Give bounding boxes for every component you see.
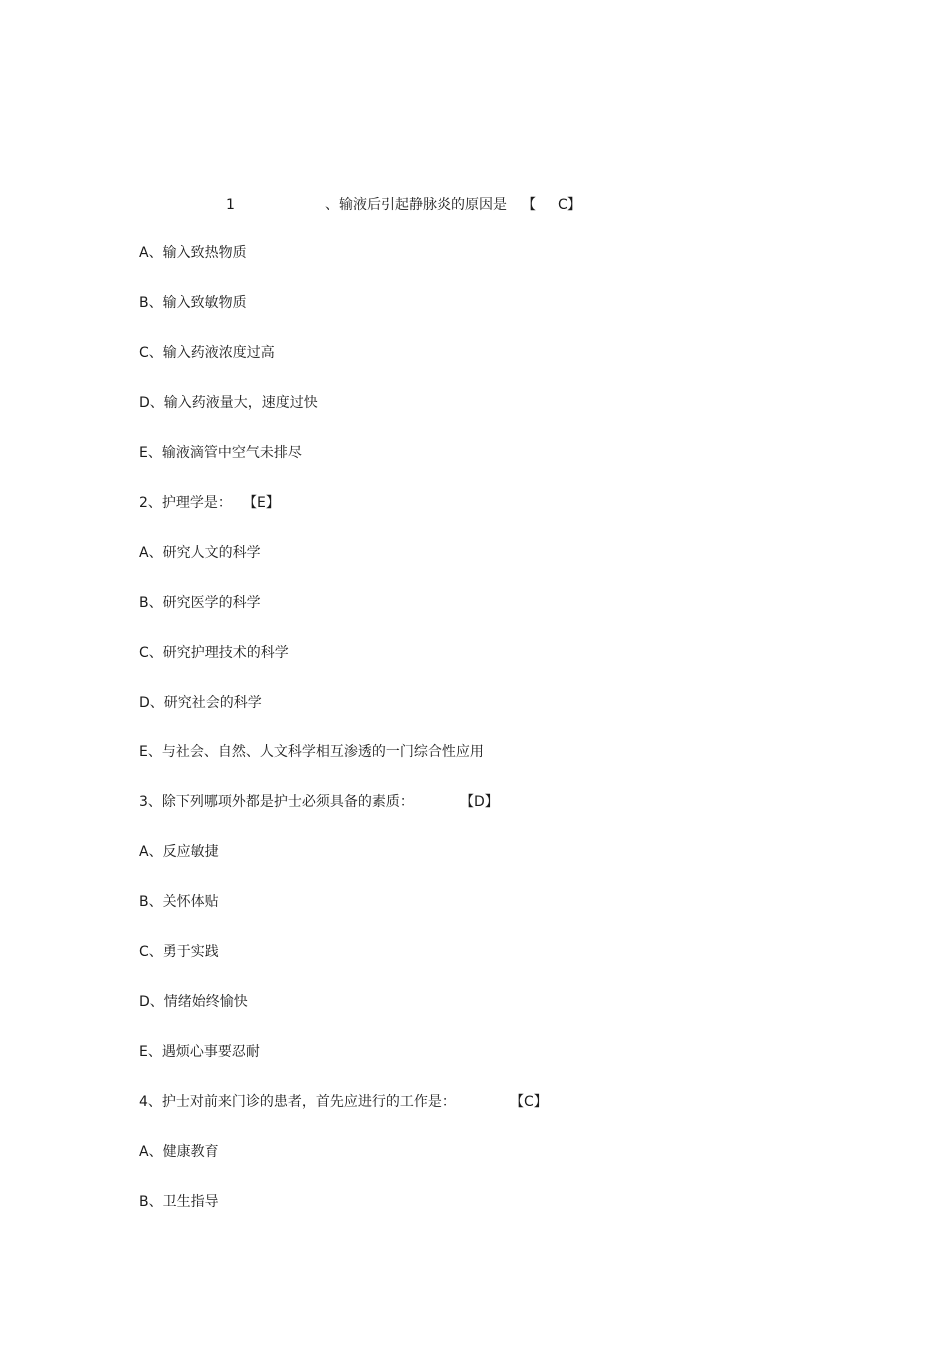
question-3-text: 3、除下列哪项外都是护士必须具备的素质： — [139, 794, 414, 810]
question-3-option-c: C、勇于实践 — [139, 944, 219, 960]
question-4-answer: 【C】 — [510, 1094, 548, 1110]
question-1-option-d: D、输入药液量大，速度过快 — [139, 395, 318, 411]
question-4-option-a: A、健康教育 — [139, 1144, 219, 1160]
question-3-option-b: B、关怀体贴 — [139, 894, 219, 910]
question-3-option-a: A、反应敏捷 — [139, 844, 219, 860]
question-3-option-e: E、遇烦心事要忍耐 — [139, 1044, 260, 1060]
question-1-bracket-open: 【 — [522, 197, 536, 213]
question-2-answer: 【E】 — [243, 495, 280, 511]
question-1-number: 1 — [226, 197, 235, 213]
question-2-option-b: B、研究医学的科学 — [139, 595, 261, 611]
question-1-bracket-close: 】 — [567, 197, 581, 213]
question-2-option-d: D、研究社会的科学 — [139, 695, 262, 711]
question-2-option-a: A、研究人文的科学 — [139, 545, 261, 561]
question-4-text: 4、护士对前来门诊的患者，首先应进行的工作是： — [139, 1094, 456, 1110]
question-1-answer: C — [558, 197, 568, 213]
question-2-option-e: E、与社会、自然、人文科学相互渗透的一门综合性应用 — [139, 744, 484, 760]
question-1-option-a: A、输入致热物质 — [139, 245, 247, 261]
question-1-option-e: E、输液滴管中空气未排尽 — [139, 445, 302, 461]
question-4-option-b: B、卫生指导 — [139, 1194, 219, 1210]
question-2-option-c: C、研究护理技术的科学 — [139, 645, 289, 661]
question-1-text: 、输液后引起静脉炎的原因是 — [325, 197, 507, 213]
question-3-answer: 【D】 — [460, 794, 499, 810]
question-3-option-d: D、情绪始终愉快 — [139, 994, 248, 1010]
question-2-text: 2、护理学是： — [139, 495, 232, 511]
question-1-option-b: B、输入致敏物质 — [139, 295, 247, 311]
question-1-option-c: C、输入药液浓度过高 — [139, 345, 275, 361]
